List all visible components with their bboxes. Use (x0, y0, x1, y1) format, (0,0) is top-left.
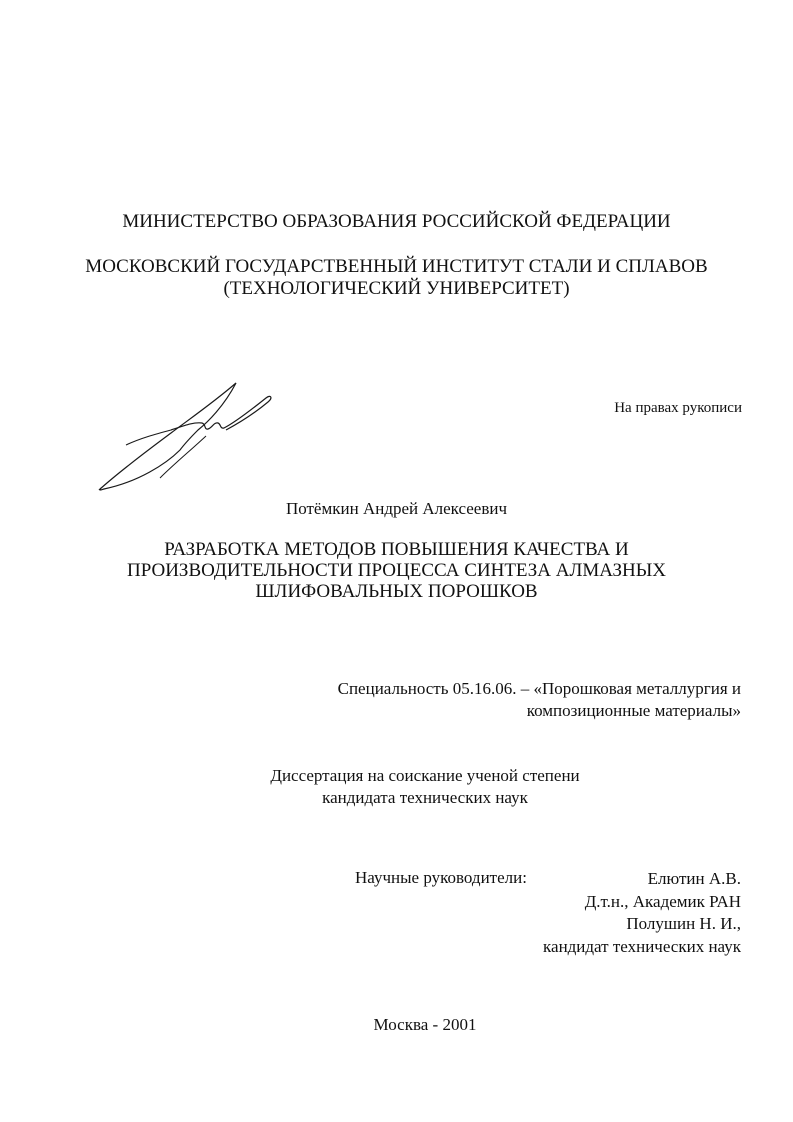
title-line: РАЗРАБОТКА МЕТОДОВ ПОВЫШЕНИЯ КАЧЕСТВА И (164, 539, 629, 560)
author-name: Потёмкин Андрей Алексеевич (285, 499, 508, 518)
signature-stroke (171, 396, 271, 430)
manuscript-note: На правах рукописи (614, 400, 742, 416)
city-year: Москва - 2001 (373, 1015, 477, 1034)
supervisors-list (543, 868, 741, 958)
signature-stroke (99, 383, 236, 490)
signature-stroke (160, 436, 206, 478)
title-line: ПРОИЗВОДИТЕЛЬНОСТИ ПРОЦЕССА СИНТЕЗА АЛМАЗНЫХ (126, 560, 667, 581)
supervisor-line: Полушин Н. И., (626, 914, 741, 933)
ministry-heading: МИНИСТЕРСТВО ОБРАЗОВАНИЯ РОССИЙСКОЙ ФЕДЕРАЦИИ (122, 211, 671, 232)
specialty (338, 678, 741, 722)
title-line: ШЛИФОВАЛЬНЫХ ПОРОШКОВ (255, 581, 538, 602)
supervisor-line: Елютин А.В. (647, 869, 741, 888)
degree-line: Диссертация на соискание ученой степени (270, 766, 580, 785)
supervisors-label: Научные руководители: (355, 868, 527, 887)
handwritten-signature (96, 378, 276, 494)
degree-line: кандидата технических наук (322, 788, 528, 807)
degree-statement (200, 765, 650, 809)
specialty-line: композиционные материалы» (526, 701, 741, 720)
institute-heading (0, 256, 793, 300)
specialty-line: Специальность 05.16.06. – «Порошковая металлургия и (337, 679, 741, 698)
institute-line: МОСКОВСКИЙ ГОСУДАРСТВЕННЫЙ ИНСТИТУТ СТАЛИ И СПЛАВОВ (85, 256, 708, 277)
supervisor-line: Д.т.н., Академик РАН (584, 891, 741, 911)
institute-line: (ТЕХНОЛОГИЧЕСКИЙ УНИВЕРСИТЕТ) (223, 278, 570, 299)
dissertation-title (0, 539, 793, 602)
supervisor-line: кандидат технических наук (543, 936, 741, 956)
